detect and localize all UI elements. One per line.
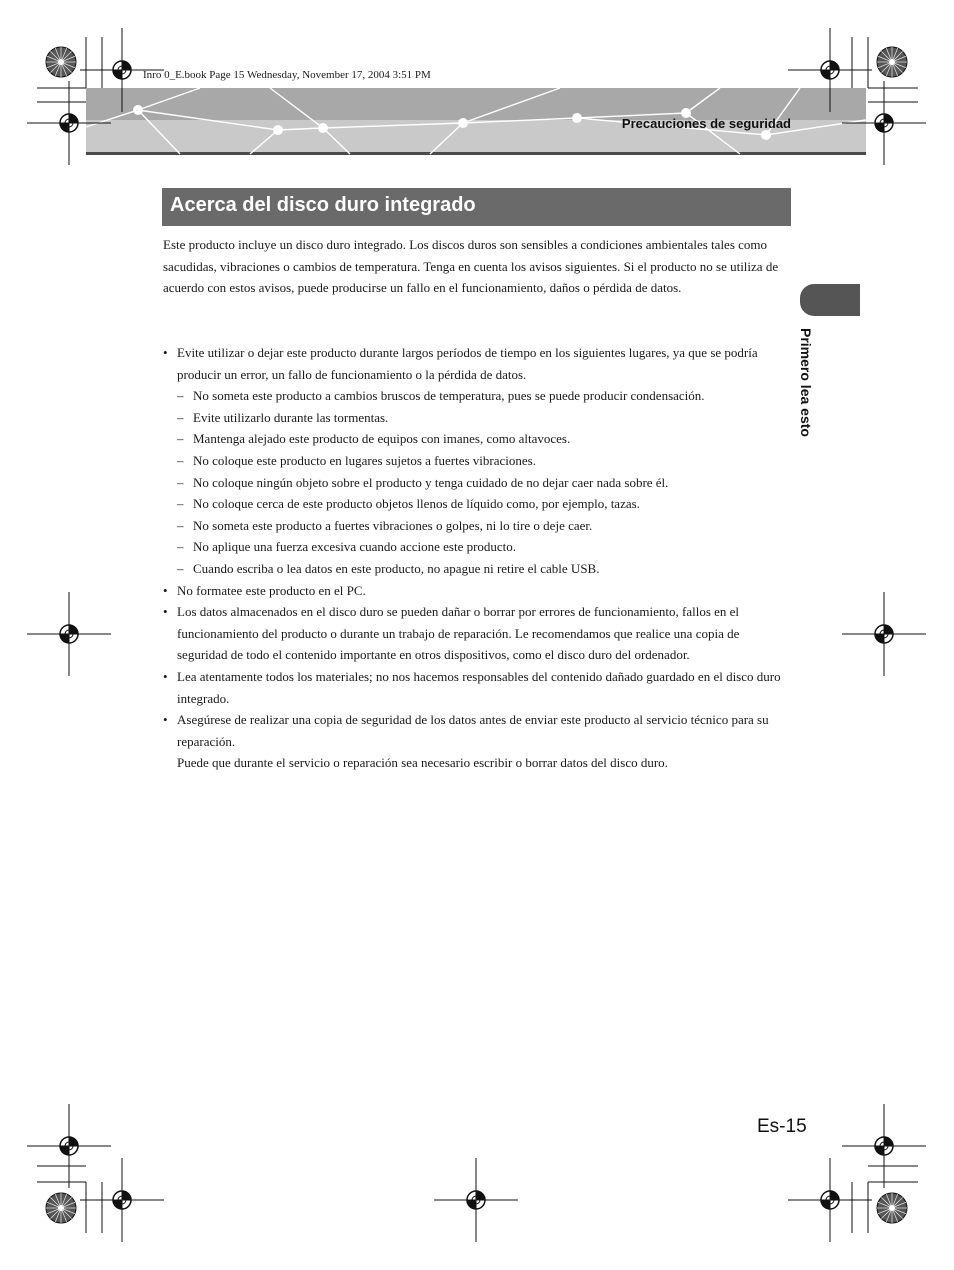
sub-item <box>163 385 793 407</box>
sub-item <box>163 536 793 558</box>
registration-mark-icon <box>842 81 926 165</box>
bullet: • <box>163 345 168 360</box>
sub-item-text: No someta este producto a cambios bruscos de temperatura, pues se puede producir condensación. <box>193 388 705 404</box>
sub-item-text: No coloque ningún objeto sobre el producto y tenga cuidado de no dejar caer nada sobre él. <box>193 474 669 490</box>
list-item <box>163 580 793 602</box>
sub-item-text: Mantenga alejado este producto de equipos con imanes, como altavoces. <box>193 431 571 447</box>
precautions-list <box>163 342 793 774</box>
list-item-text: Lea atentamente todos los materiales; no nos hacemos responsables del contenido dañado guardado en el disco duro integrado. <box>177 668 781 706</box>
list-item-continuation: Puede que durante el servicio o reparación sea necesario escribir o borrar datos del disco duro. <box>177 755 668 771</box>
chapter-tab <box>800 284 860 316</box>
section-title: Precauciones de seguridad <box>621 116 791 131</box>
bullet: • <box>163 582 168 598</box>
sub-item <box>163 493 793 515</box>
bullet: • <box>163 668 168 684</box>
intro-paragraph: Este producto incluye un disco duro integrado. Los discos duros son sensibles a condiciones ambientales tales como sacudidas, vibraciones o cambios de temperatura. Tenga en cuenta los avisos siguientes. Si el producto no se utiliza de acuerdo con estos avisos, puede producirse un fallo en el funcionamiento, daños o pérdida de datos. <box>163 237 779 296</box>
sub-item-text: No coloque este producto en lugares sujetos a fuertes vibraciones. <box>193 452 536 468</box>
color-target-icon <box>877 1193 907 1223</box>
bullet: • <box>163 712 168 728</box>
sub-item <box>163 472 793 494</box>
dash: – <box>177 560 184 576</box>
dash: – <box>177 388 184 404</box>
page-heading: Acerca del disco duro integrado <box>170 194 476 216</box>
sub-item <box>163 407 793 429</box>
list-item-text: No formatee este producto en el PC. <box>177 582 366 598</box>
chapter-label: Primero lea esto <box>798 328 814 437</box>
sub-item-text: No coloque cerca de este producto objetos llenos de líquido como, por ejemplo, tazas. <box>193 496 640 512</box>
file-info: Inro 0_E.book Page 15 Wednesday, November 17, 2004 3:51 PM <box>143 69 431 81</box>
registration-mark-icon <box>27 81 111 165</box>
registration-mark-icon <box>842 1104 926 1188</box>
registration-mark-icon <box>788 28 872 112</box>
bullet: • <box>163 604 168 620</box>
list-item-text: Evite utilizar o dejar este producto durante largos períodos de tiempo en los siguientes lugares, ya que se podría producir un error, un fallo de funcionamiento o la pérdida de datos. <box>177 345 758 382</box>
dash: – <box>177 452 184 468</box>
color-target-icon <box>46 1193 76 1223</box>
registration-mark-icon <box>27 1104 111 1188</box>
list-item <box>163 709 793 752</box>
dash: – <box>177 539 184 555</box>
sub-item <box>163 450 793 472</box>
list-item <box>163 666 793 709</box>
sub-item-text: Cuando escriba o lea datos en este producto, no apague ni retire el cable USB. <box>193 560 600 576</box>
sub-item <box>163 428 793 450</box>
registration-mark-icon <box>788 1158 872 1242</box>
dash: – <box>177 517 184 533</box>
list-item-text: Asegúrese de realizar una copia de seguridad de los datos antes de enviar este producto al servicio técnico para su reparación. <box>177 712 769 749</box>
list-item-text: Los datos almacenados en el disco duro se pueden dañar o borrar por errores de funcionamiento, fallos en el funcionamiento del producto o durante un trabajo de reparación. Le recomendamos que realice una copia de seguridad de todo el contenido importante en otros dispositivos, como el disco duro del ordenador. <box>177 604 740 663</box>
dash: – <box>177 409 184 425</box>
registration-mark-icon <box>27 592 111 676</box>
sub-item-text: Evite utilizarlo durante las tormentas. <box>193 409 389 425</box>
sub-item <box>163 515 793 537</box>
dash: – <box>177 431 184 447</box>
dash: – <box>177 496 184 512</box>
registration-mark-icon <box>80 1158 164 1242</box>
list-item <box>163 342 793 385</box>
sub-item-text: No aplique una fuerza excesiva cuando accione este producto. <box>193 539 517 555</box>
sub-item-text: No someta este producto a fuertes vibraciones o golpes, ni lo tire o deje caer. <box>193 517 593 533</box>
dash: – <box>177 474 184 490</box>
registration-mark-icon <box>842 592 926 676</box>
page-number: Es-15 <box>757 1116 807 1137</box>
color-target-icon <box>46 47 76 77</box>
list-item <box>163 601 793 666</box>
registration-mark-icon <box>434 1158 518 1242</box>
color-target-icon <box>877 47 907 77</box>
sub-item <box>163 558 793 580</box>
